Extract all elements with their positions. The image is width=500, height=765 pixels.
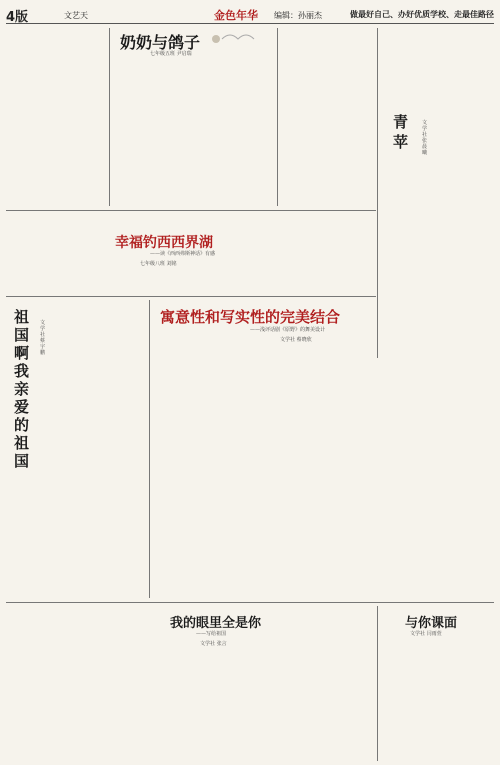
xixi-title: 幸福钓西西界湖 (115, 235, 213, 251)
home-title: 我的眼里全是你 (170, 616, 262, 631)
home-byline: 文学社 张言 (200, 641, 227, 647)
home-body (152, 650, 372, 761)
class-body (382, 640, 494, 761)
pigeon-icon (210, 30, 270, 48)
page-header (6, 6, 494, 24)
allegory-body (153, 344, 493, 598)
pigeons-byline: 七年级五班 尹启瑞 (150, 51, 192, 57)
allegory-title: 寓意性和写实性的完美结合 (160, 308, 341, 326)
motherland-byline: 文学社 蔡宇鹏 (40, 320, 46, 356)
school-motto: 做最好自己、办好优质学校、走最佳路径 (350, 9, 494, 19)
pigeons-title: 奶奶与鸽子 (120, 33, 201, 52)
pigeons-body (113, 60, 273, 206)
class-byline: 文学社 闫雨萱 (410, 631, 442, 637)
page-number: 4版 (6, 10, 29, 25)
allegory-byline: 文学社 蔡晓欣 (280, 337, 312, 343)
section-name: 文艺天 (64, 11, 88, 20)
xixi-byline: 七年级八班 刘铭 (140, 261, 177, 267)
home-subtitle: ——写给祖国 (196, 631, 227, 637)
class-title: 与你课面 (405, 616, 458, 631)
xixi-body (113, 270, 373, 292)
qingshan-byline: 文学社 张晨曦 (422, 120, 428, 156)
qingshan-body (380, 214, 494, 354)
right-col-text-1 (280, 28, 374, 206)
motherland-body (54, 300, 146, 598)
motherland-title: 祖国啊我亲爱的祖国 (14, 308, 30, 470)
qingshan-title: 青苹 (393, 113, 409, 151)
allegory-subtitle: ——浅评话剧《原野》的舞美设计 (250, 327, 326, 333)
bottom-left-text (6, 606, 146, 761)
editor-credit: 编辑：孙丽杰 (274, 11, 322, 20)
left-top-text (6, 28, 106, 206)
left-mid-text (6, 214, 106, 294)
masthead-logo: 金色年华 (214, 9, 258, 22)
xixi-subtitle: ——读《西西弗斯神话》有感 (150, 251, 216, 257)
